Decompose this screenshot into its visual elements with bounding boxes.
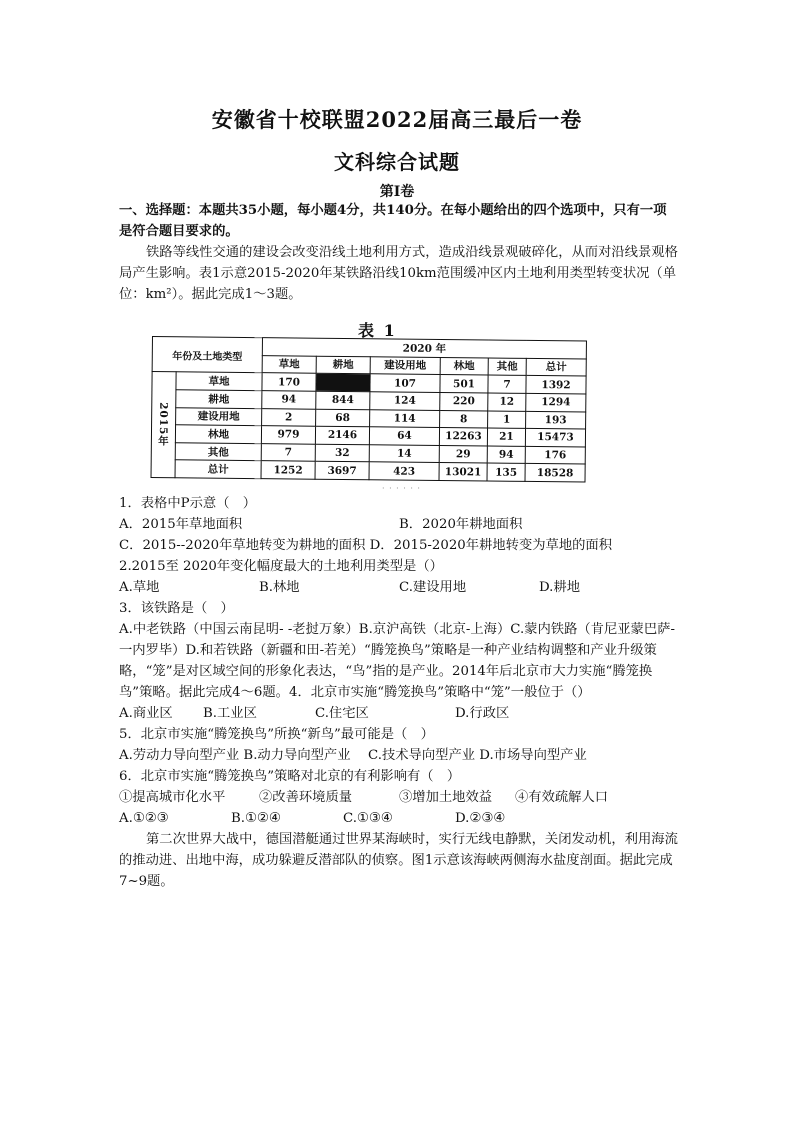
intro-paragraph-1: 铁路等线性交通的建设会改变沿线土地利用方式，造成沿线景观破碎化，从而对沿线景观格局产生影响。表1示意2015-2020年某铁路沿线10km范围缓冲区内土地利用类型转变状况（单位：km²）。据此完成1～3题。 xyxy=(119,245,678,302)
table-cell: 32 xyxy=(315,444,369,462)
table-cell: 94 xyxy=(487,446,525,464)
row-label: 其他 xyxy=(175,443,261,462)
q2-stem: 2.2015至 2020年变化幅度最大的土地利用类型是（） xyxy=(119,559,443,574)
table-cell: 176 xyxy=(525,446,585,464)
table-cell: 3697 xyxy=(315,462,369,480)
exam-title: 安徽省十校联盟2022届高三最后一卷 xyxy=(211,107,583,132)
q4-option-a: A.商业区 xyxy=(119,706,173,721)
intro-paragraph-2: 第二次世界大战中，德国潜艇通过世界某海峡时，实行无线电静默，关闭发动机，利用海流的推动进、出地中海，成功躲避反潜部队的侦察。图1示意该海峡两侧海水盐度剖面。据此完成7~9题。 xyxy=(119,832,678,889)
q6-item-3: ③增加土地效益 xyxy=(399,790,493,805)
land-use-table xyxy=(151,336,588,483)
table-row xyxy=(151,460,585,482)
table-cell: 15473 xyxy=(525,429,585,447)
table-cell: 423 xyxy=(369,462,439,480)
q6-item-2: ②改善环境质量 xyxy=(259,790,353,805)
table-cell: 2 xyxy=(262,408,316,426)
table-cell: 1392 xyxy=(526,376,586,394)
row-label: 草地 xyxy=(176,372,262,391)
row-label: 建设用地 xyxy=(176,407,262,426)
q4-option-d: D.行政区 xyxy=(455,706,510,721)
q5-options: A.劳动力导向型产业 B.动力导向型产业 C.技术导向型产业 D.市场导向型产业 xyxy=(119,748,587,763)
table-cell: 1294 xyxy=(526,393,586,411)
q2-option-c: C.建设用地 xyxy=(399,580,467,595)
table-cell: 8 xyxy=(440,410,488,428)
table-cell-p-redacted xyxy=(316,373,370,391)
questions-block xyxy=(119,493,679,892)
column-header: 林地 xyxy=(440,357,488,375)
q1-option-a: A．2015年草地面积 xyxy=(119,517,243,532)
table-cell: 107 xyxy=(370,374,440,392)
q1-stem: 1．表格中P示意（ ） xyxy=(119,496,257,511)
q6-option-d: D.②③④ xyxy=(455,811,506,826)
q1-options-cd: C．2015--2020年草地转变为耕地的面积 D．2015-2020年耕地转变为草地的面积 xyxy=(119,538,613,553)
column-header: 总计 xyxy=(526,358,586,376)
table-cell: 124 xyxy=(370,392,440,410)
table-1-figure xyxy=(152,318,588,493)
q2-option-b: B.林地 xyxy=(259,580,300,595)
table-cell: 1252 xyxy=(261,461,315,479)
q4-option-b: B.工业区 xyxy=(203,706,257,721)
table-cell: 18528 xyxy=(525,464,585,482)
table-cell: 7 xyxy=(488,375,526,393)
q6-option-c: C.①③④ xyxy=(343,811,393,826)
table-cell: 220 xyxy=(440,392,488,410)
q3-stem: 3．该铁路是（ ） xyxy=(119,601,234,616)
table-corner: 年份及土地类型 xyxy=(152,337,262,373)
row-label: 总计 xyxy=(175,460,261,479)
table-cell: 21 xyxy=(487,428,525,446)
table-cell: 135 xyxy=(487,463,525,481)
table-cell: 193 xyxy=(526,411,586,429)
column-header: 草地 xyxy=(262,355,316,373)
q1-option-b: B．2020年耕地面积 xyxy=(399,517,523,532)
table-cell: 2146 xyxy=(315,426,369,444)
exam-subtitle: 文科综合试题 xyxy=(334,150,460,174)
q6-options xyxy=(119,808,679,829)
table-cell: 12263 xyxy=(439,428,487,446)
q6-option-b: B.①②④ xyxy=(231,811,281,826)
q1-options-ab xyxy=(119,514,679,535)
q5-stem: 5．北京市实施“腾笼换鸟”所换“新鸟”最可能是（ ） xyxy=(119,727,434,742)
q6-item-1: ①提高城市化水平 xyxy=(119,790,226,805)
row-label: 耕地 xyxy=(176,390,262,409)
q4-options xyxy=(119,703,679,724)
table-cell: 114 xyxy=(370,409,440,427)
table-cell: 170 xyxy=(262,373,316,391)
row-label: 林地 xyxy=(175,425,261,444)
table-cell: 844 xyxy=(316,391,370,409)
table-cell: 13021 xyxy=(439,463,487,481)
q2-option-d: D.耕地 xyxy=(539,580,581,595)
table-row xyxy=(152,337,586,359)
q4-option-c: C.住宅区 xyxy=(315,706,369,721)
table-cell: 501 xyxy=(440,375,488,393)
table-cell: 14 xyxy=(369,445,439,463)
part-label: 第Ⅰ卷 xyxy=(379,184,415,200)
q2-options xyxy=(119,577,679,598)
table-cell: 68 xyxy=(316,409,370,427)
table-year-left: 2015年 xyxy=(151,372,176,478)
table-cell: 94 xyxy=(262,391,316,409)
table-cell: 64 xyxy=(369,427,439,445)
q6-item-4: ④有效疏解人口 xyxy=(515,790,609,805)
q3-body: A.中老铁路（中国云南昆明- -老挝万象）B.京沪高铁（北京-上海）C.蒙内铁路（肯尼亚蒙巴萨-一内罗毕）D.和若铁路（新疆和田-若羌）“腾笼换鸟”策略是一种产业结构调整和产业升级策略，“笼”是对区域空间的形象化表达，“鸟”指的是产业。2014年后北京市大力实施“腾笼换鸟”策略。据此完成4～6题。4．北京市实施“腾笼换鸟”策略中“笼”一般位于（） xyxy=(119,622,675,700)
table-cell: 7 xyxy=(261,443,315,461)
column-header: 其他 xyxy=(488,358,526,376)
table-cell: 979 xyxy=(261,426,315,444)
table-year-top: 2020 年 xyxy=(262,338,586,359)
table-cell: 12 xyxy=(488,393,526,411)
table-title: 表 1 xyxy=(358,321,397,340)
section-heading: 一、选择题：本题共35小题，每小题4分，共140分。在每小题给出的四个选项中，只有一项是符合题目要求的。 xyxy=(119,203,667,239)
q6-items xyxy=(119,787,679,808)
table-cell: 1 xyxy=(488,411,526,429)
section-block xyxy=(119,200,679,305)
column-header: 建设用地 xyxy=(370,356,440,374)
q6-option-a: A.①②③ xyxy=(119,811,169,826)
q2-option-a: A.草地 xyxy=(119,580,160,595)
table-scan xyxy=(151,336,586,483)
scan-artifact: · · · · · · xyxy=(382,484,421,493)
q6-stem: 6．北京市实施“腾笼换鸟”策略对北京的有利影响有（ ） xyxy=(119,769,461,784)
table-cell: 29 xyxy=(439,445,487,463)
column-header: 耕地 xyxy=(316,356,370,374)
